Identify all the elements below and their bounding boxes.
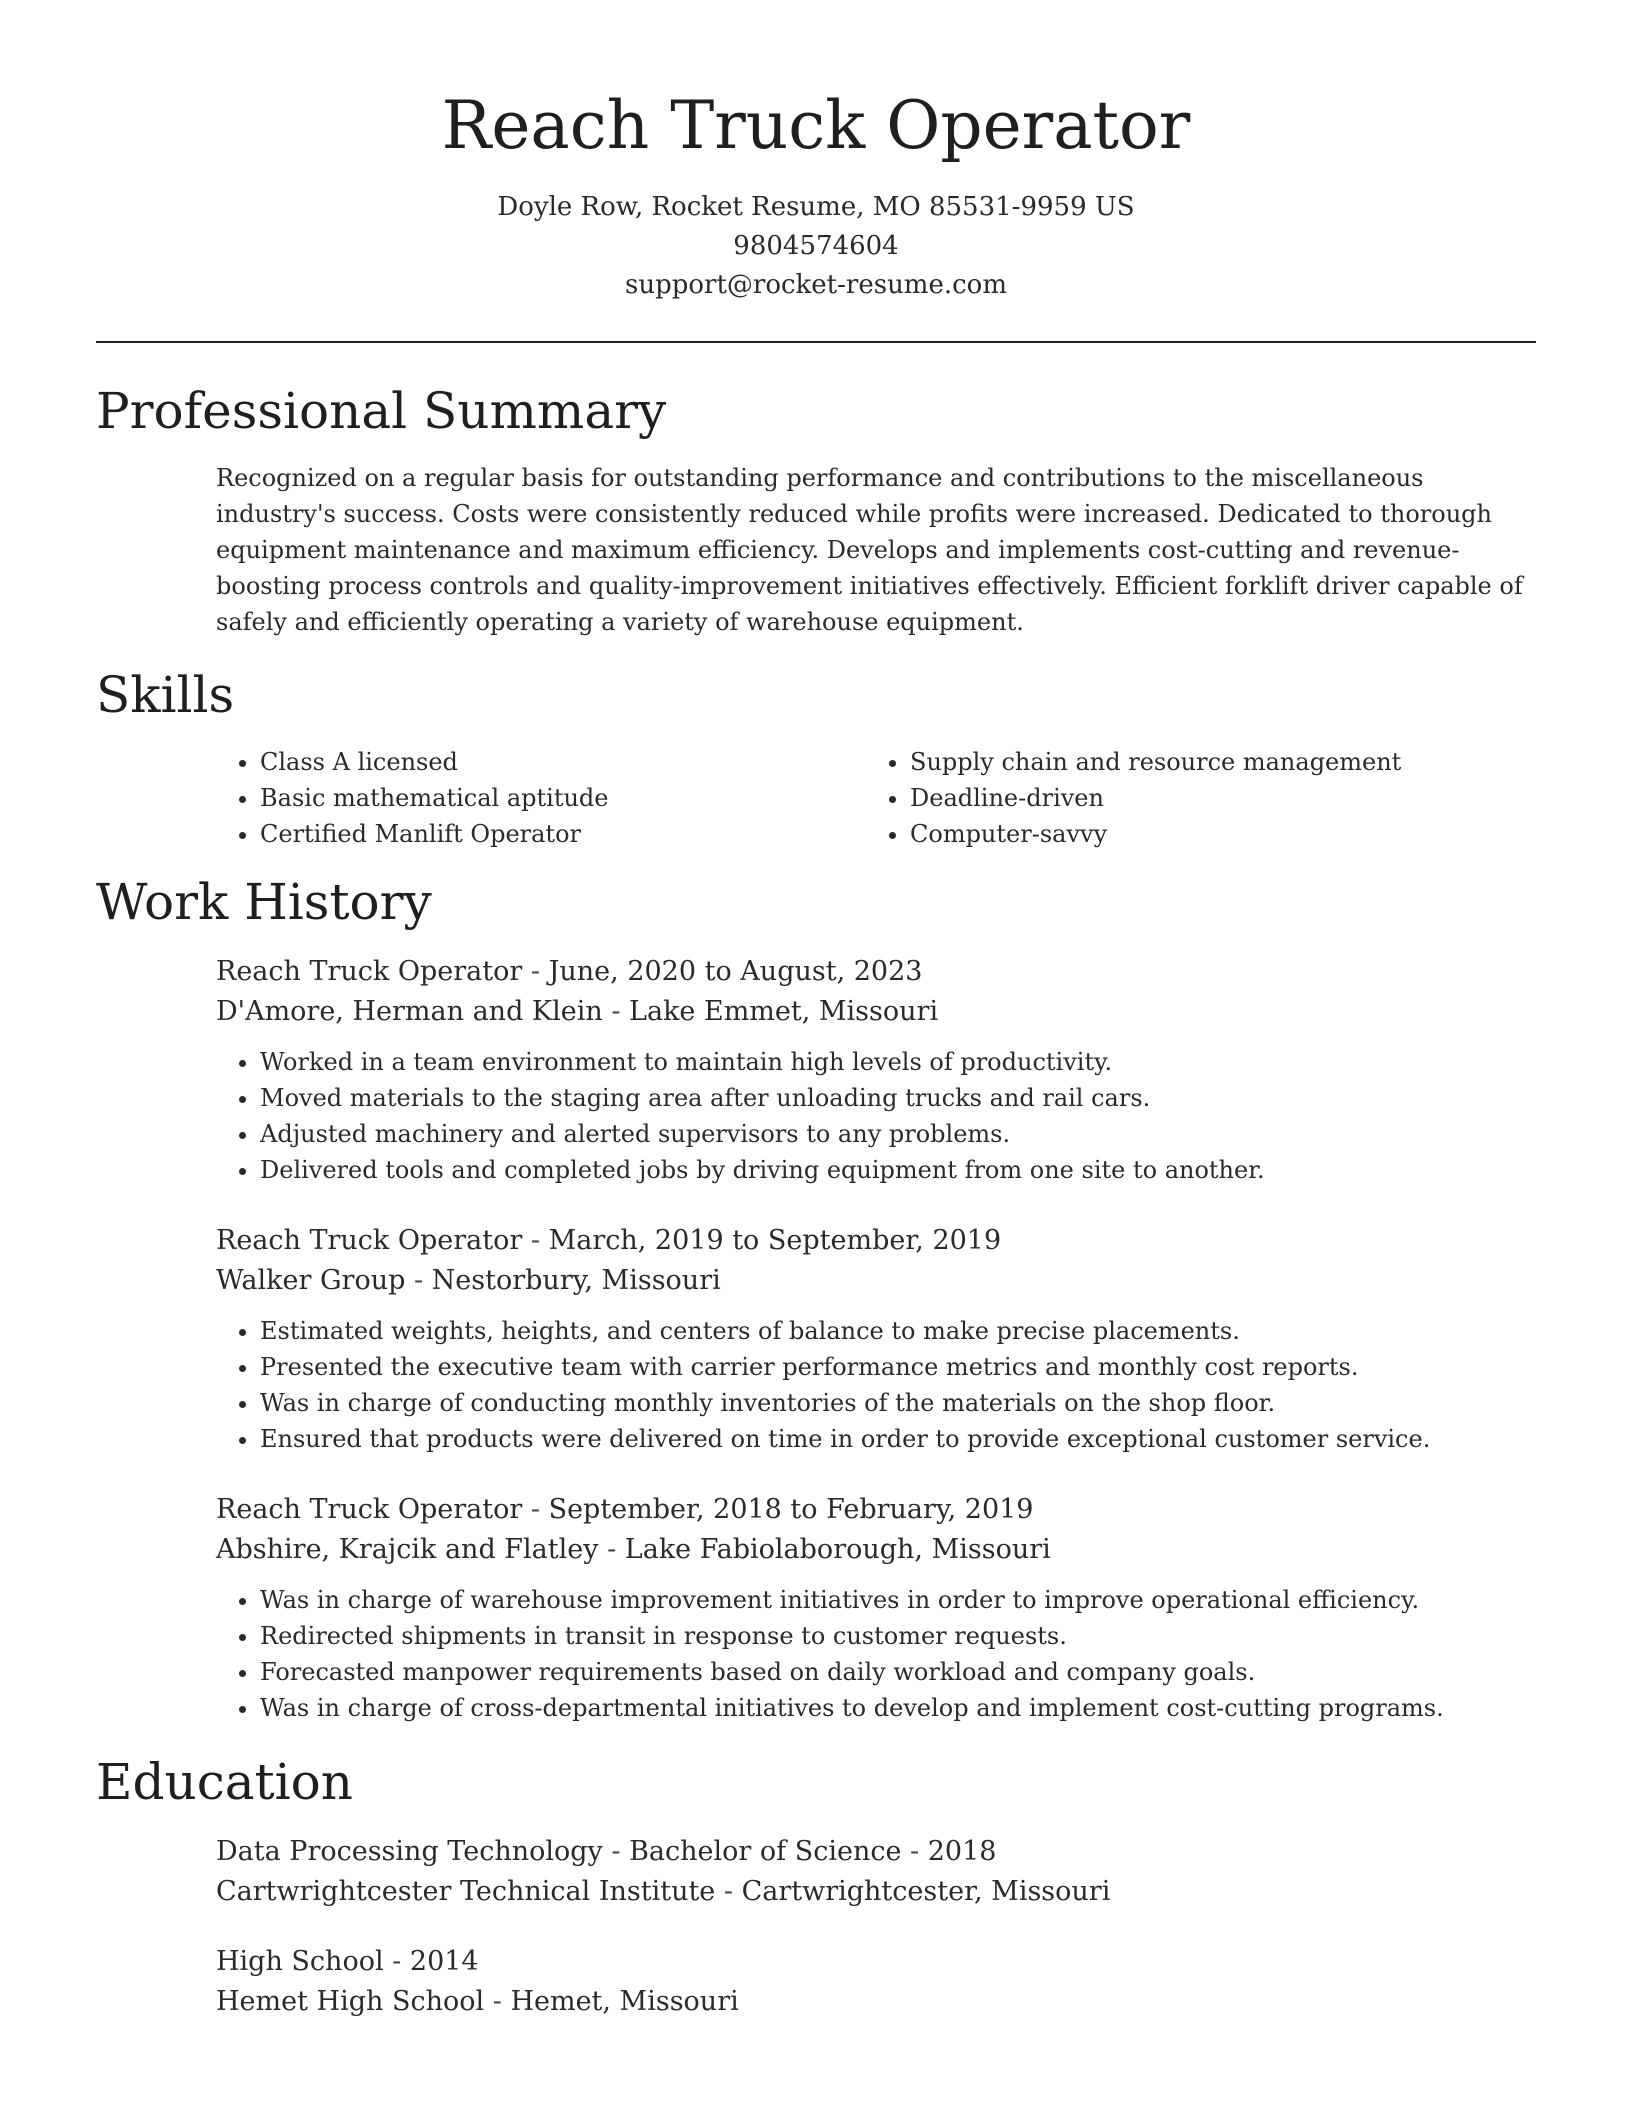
contact-address: Doyle Row, Rocket Resume, MO 85531-9959 US xyxy=(497,192,1135,222)
skills-grid xyxy=(216,744,1536,852)
education-school-line xyxy=(216,1872,1536,1912)
education-school-line xyxy=(216,1982,1536,2022)
education-year: 2018 xyxy=(927,1836,997,1867)
skill-item: • Class A licensed xyxy=(260,744,866,780)
education-school: Hemet High School xyxy=(216,1986,485,2017)
separator: - xyxy=(602,1836,630,1867)
job-entry xyxy=(216,1221,1536,1457)
job-title-line xyxy=(216,1221,1536,1261)
education-heading: Education xyxy=(96,1753,353,1811)
education-location: Hemet, Missouri xyxy=(510,1986,739,2017)
job-title-line xyxy=(216,1490,1536,1530)
job-entry xyxy=(216,952,1536,1188)
skills-list-left xyxy=(216,744,866,852)
skill-item: • Basic mathematical aptitude xyxy=(260,780,866,816)
resume-name: Reach Truck Operator xyxy=(441,87,1191,164)
work-heading: Work History xyxy=(96,873,432,931)
education-degree-line xyxy=(216,1832,1536,1872)
separator: - xyxy=(405,1265,432,1296)
summary-text: Recognized on a regular basis for outstanding performance and contributions to the miscellaneous industry's success. Costs were consistently reduced while profits were increased. Dedicated to thorough equipment maintenance and maximum efficiency. Develops and implements cost-cutting and revenue-boosting process controls and quality-improvement initiatives effectively. Efficient forklift driver capable of safely and efficiently operating a variety of warehouse equipment. xyxy=(216,464,1523,636)
job-bullets xyxy=(216,1582,1536,1726)
job-dates: June, 2020 to August, 2023 xyxy=(548,956,923,987)
job-bullet: • Was in charge of warehouse improvement initiatives in order to improve operational efficiency. xyxy=(260,1582,1536,1618)
job-role: Reach Truck Operator xyxy=(216,1494,523,1525)
separator: - xyxy=(383,1946,410,1977)
job-bullet: • Moved materials to the staging area after unloading trucks and rail cars. xyxy=(260,1080,1536,1116)
summary-section xyxy=(216,460,1536,640)
skills-heading: Skills xyxy=(96,666,235,724)
job-location: Lake Fabiolaborough, Missouri xyxy=(624,1534,1051,1565)
job-company-line xyxy=(216,1261,1536,1301)
separator: - xyxy=(522,1225,549,1256)
job-bullet: • Was in charge of cross-departmental initiatives to develop and implement cost-cutting programs. xyxy=(260,1690,1536,1726)
job-bullet: • Presented the executive team with carrier performance metrics and monthly cost reports. xyxy=(260,1349,1536,1385)
skill-item: • Deadline-driven xyxy=(910,780,1516,816)
job-bullet: • Delivered tools and completed jobs by driving equipment from one site to another. xyxy=(260,1152,1536,1188)
job-bullet: • Ensured that products were delivered on time in order to provide exceptional customer service. xyxy=(260,1421,1536,1457)
skill-item: • Computer-savvy xyxy=(910,816,1516,852)
contact-email: support@rocket-resume.com xyxy=(624,270,1007,300)
education-entry xyxy=(216,1832,1536,1912)
summary-heading: Professional Summary xyxy=(96,382,667,440)
job-role: Reach Truck Operator xyxy=(216,956,523,987)
resume-header xyxy=(0,0,1632,305)
separator: - xyxy=(602,996,630,1027)
header-divider xyxy=(96,341,1536,343)
education-location: Cartwrightcester, Missouri xyxy=(741,1876,1111,1907)
separator: - xyxy=(715,1876,742,1907)
job-company-line xyxy=(216,1530,1536,1570)
job-bullet: • Forecasted manpower requirements based on daily workload and company goals. xyxy=(260,1654,1536,1690)
job-company: Abshire, Krajcik and Flatley xyxy=(216,1534,599,1565)
skills-list-right xyxy=(866,744,1516,852)
job-bullet: • Redirected shipments in transit in response to customer requests. xyxy=(260,1618,1536,1654)
job-entry xyxy=(216,1490,1536,1726)
job-role: Reach Truck Operator xyxy=(216,1225,523,1256)
job-dates: March, 2019 to September, 2019 xyxy=(548,1225,1002,1256)
job-bullet: • Adjusted machinery and alerted supervisors to any problems. xyxy=(260,1116,1536,1152)
job-company: Walker Group xyxy=(216,1265,406,1296)
separator: - xyxy=(484,1986,511,2017)
contact-phone: 9804574604 xyxy=(733,231,899,261)
job-company-line xyxy=(216,992,1536,1032)
job-bullet: • Estimated weights, heights, and centers of balance to make precise placements. xyxy=(260,1313,1536,1349)
separator: - xyxy=(598,1534,625,1565)
job-bullets xyxy=(216,1044,1536,1188)
job-bullet: • Worked in a team environment to maintain high levels of productivity. xyxy=(260,1044,1536,1080)
skill-item: • Certified Manlift Operator xyxy=(260,816,866,852)
job-dates: September, 2018 to February, 2019 xyxy=(548,1494,1034,1525)
contact-block xyxy=(0,188,1632,305)
job-bullet: • Was in charge of conducting monthly inventories of the materials on the shop floor. xyxy=(260,1385,1536,1421)
skills-section xyxy=(216,744,1536,852)
job-title-line xyxy=(216,952,1536,992)
separator: - xyxy=(522,1494,549,1525)
education-field: Data Processing Technology xyxy=(216,1836,603,1867)
education-field: High School xyxy=(216,1946,384,1977)
education-school: Cartwrightcester Technical Institute xyxy=(216,1876,716,1907)
separator: - xyxy=(901,1836,928,1867)
education-degree: Bachelor of Science xyxy=(629,1836,902,1867)
job-location: Lake Emmet, Missouri xyxy=(629,996,939,1027)
job-bullets xyxy=(216,1313,1536,1457)
job-company: D'Amore, Herman and Klein xyxy=(216,996,603,1027)
education-entry xyxy=(216,1942,1536,2022)
separator: - xyxy=(522,956,549,987)
education-degree-line xyxy=(216,1942,1536,1982)
job-location: Nestorbury, Missouri xyxy=(431,1265,721,1296)
education-year: 2014 xyxy=(409,1946,479,1977)
skill-item: • Supply chain and resource management xyxy=(910,744,1516,780)
